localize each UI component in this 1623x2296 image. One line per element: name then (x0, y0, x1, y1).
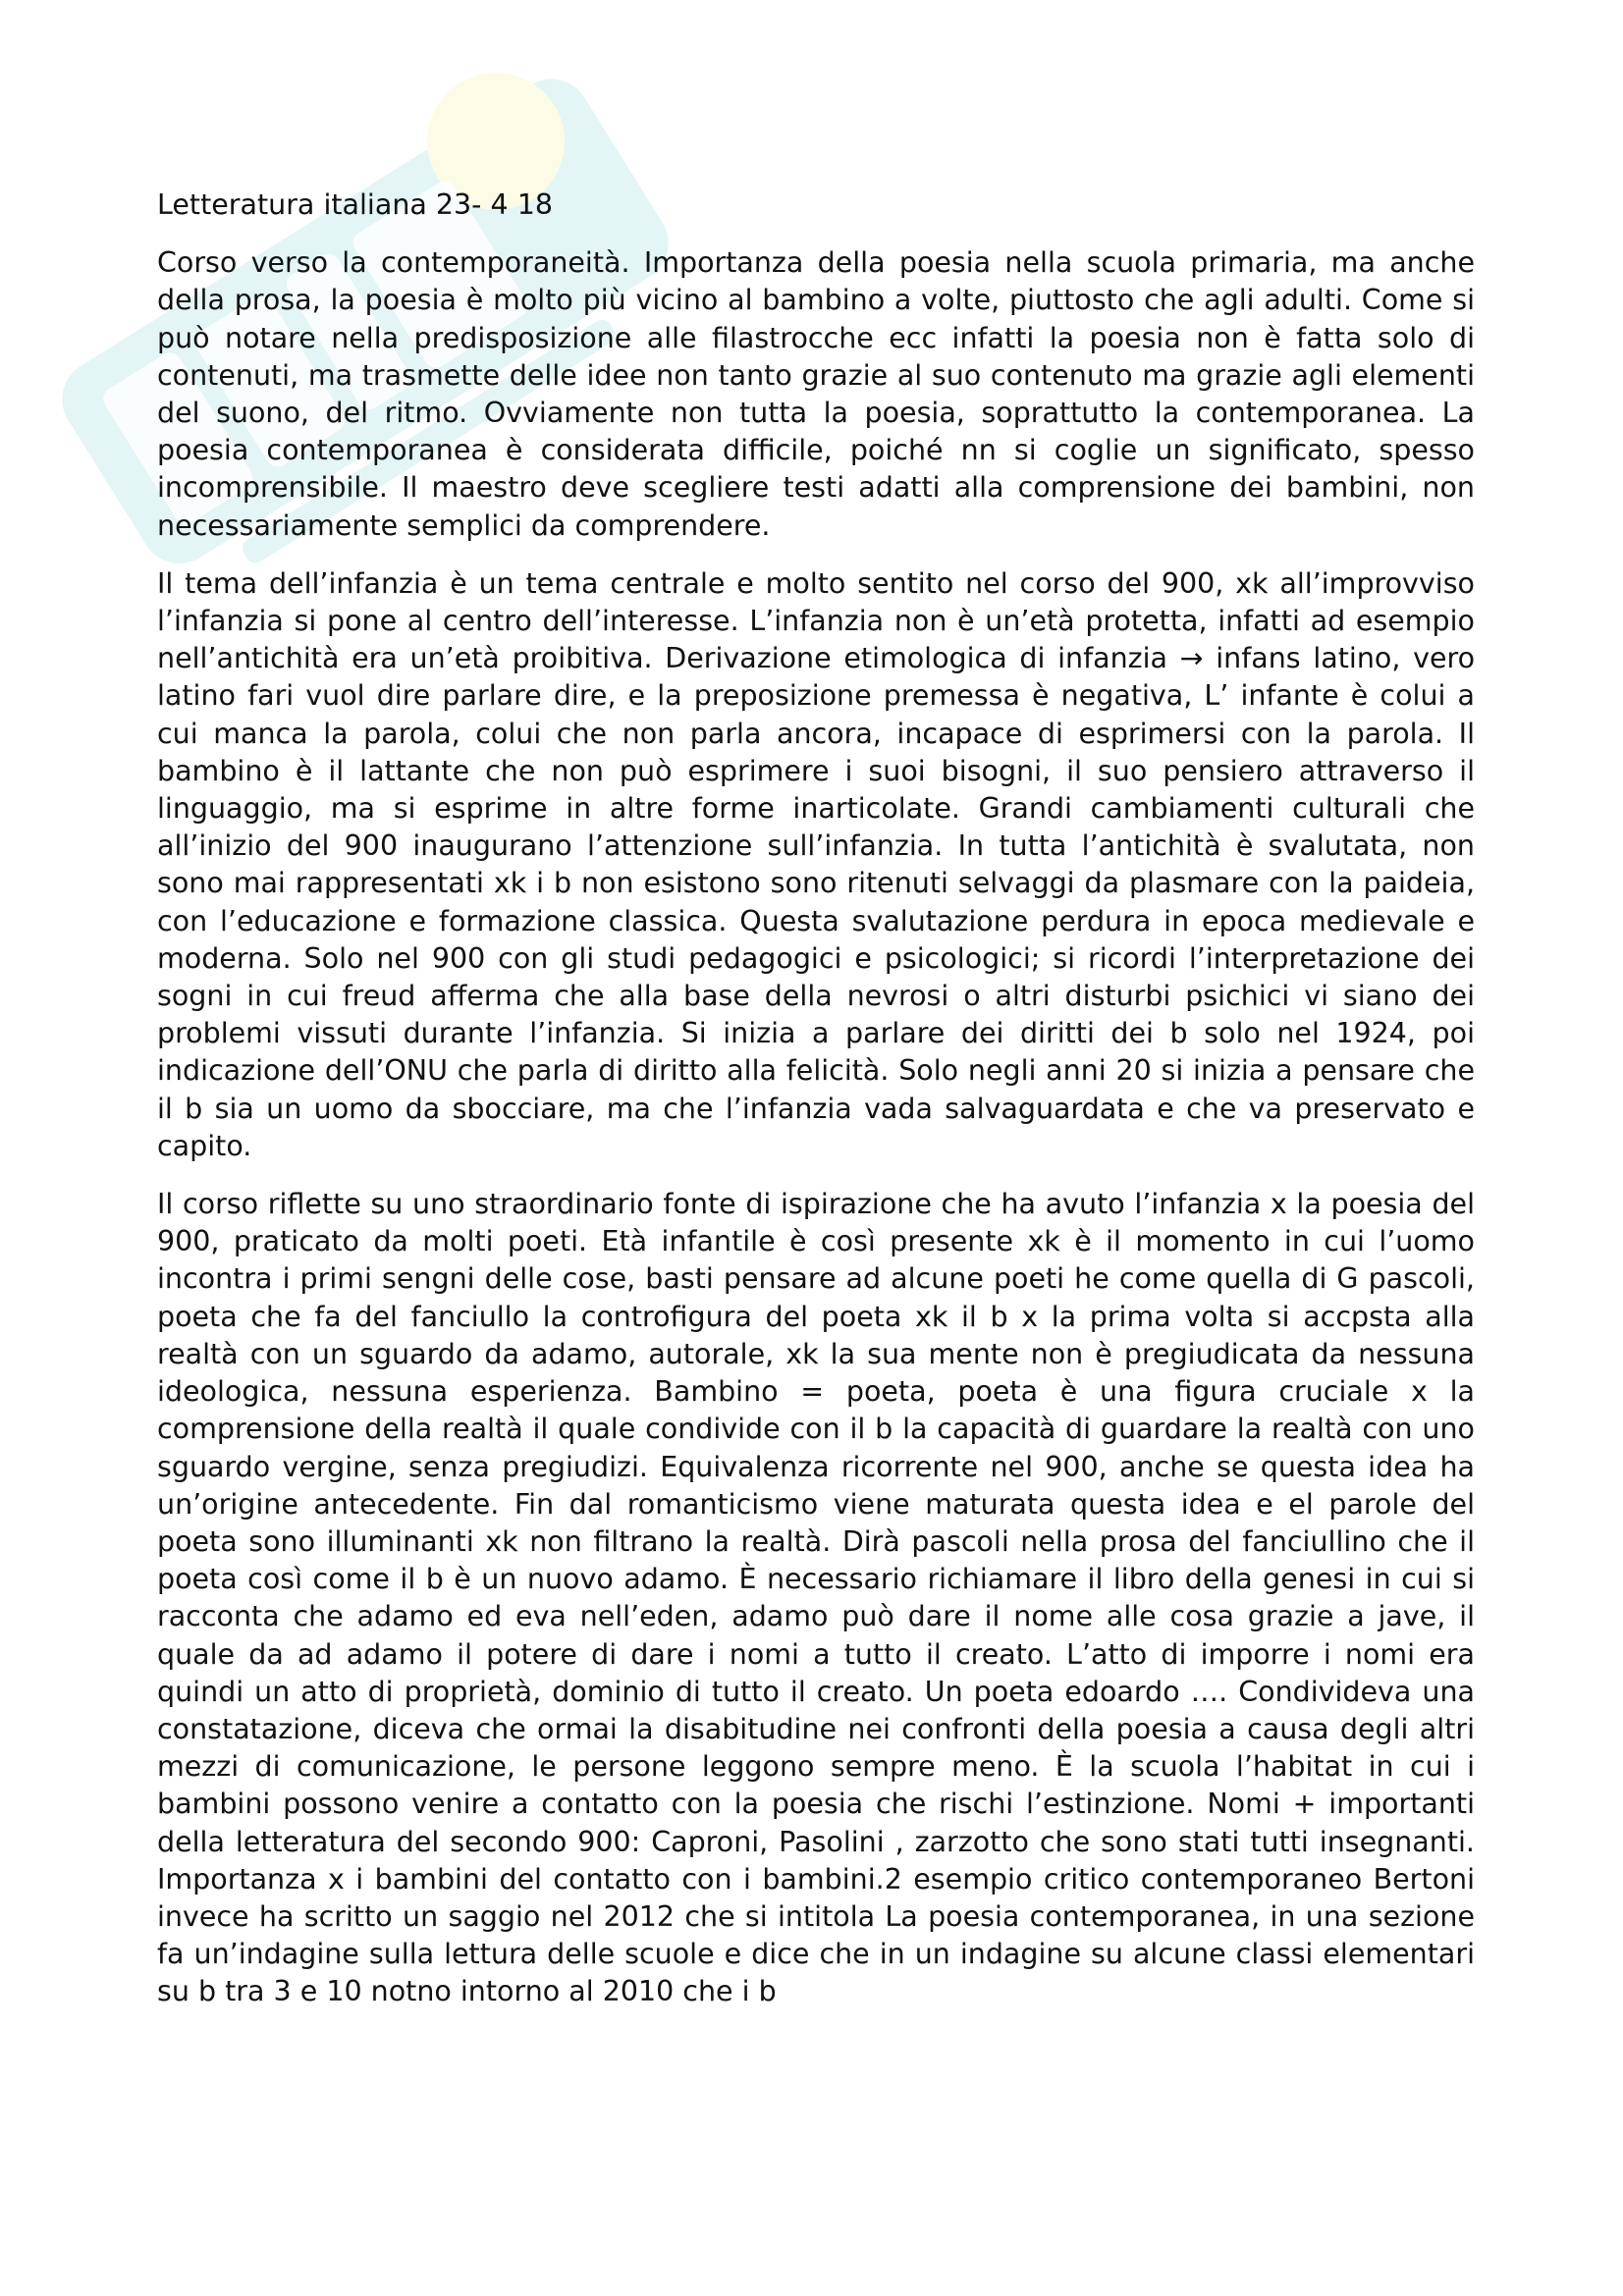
document-title: Letteratura italiana 23- 4 18 (157, 188, 553, 221)
paragraph: Il corso riflette su uno straordinario fonte di ispirazione che ha avuto l’infanzia x la poesia del 900, praticato da molti poeti. Età infantile è così presente xk è il momento in cui l’uomo incontra i primi sengni delle cose, basti pensare ad alcune poeti he come quella di G pascoli, poeta che fa del fanciullo la controfigura del poeta xk il b x la prima volta si accpsta alla realtà con un sguardo da adamo, autorale, xk la sua mente non è pregiudicata da nessuna ideologica, nessuna esperienza. Bambino = poeta, poeta è una figura cruciale x la comprensione della realtà il quale condivide con il b la capacità di guardare la realtà con uno sguardo vergine, senza pregiudizi. Equivalenza ricorrente nel 900, anche se questa idea ha un’origine antecedente. Fin dal romanticismo viene maturata questa idea e el parole del poeta sono illuminanti xk non filtrano la realtà. Dirà pascoli nella prosa del fanciullino che il poeta così come il b è un nuovo adamo. È necessario richiamare il libro della genesi in cui si racconta che adamo ed eva nell’eden, adamo può dare il nome alle cosa grazie a jave, il quale da ad adamo il potere di dare i nomi a tutto il creato. L’atto di imporre i nomi era quindi un atto di proprietà, dominio di tutto il creato. Un poeta edoardo …. Condivideva una constatazione, diceva che ormai la disabitudine nei confronti della poesia a causa degli altri mezzi di comunicazione, le persone leggono sempre meno. È la scuola l’habitat in cui i bambini possono venire a contatto con la poesia che rischi l’estinzione. Nomi + importanti della letteratura del secondo 900: Caproni, Pasolini , zarzotto che sono stati tutti insegnanti. Importanza x i bambini del contatto con i bambini.2 esempio critico contemporaneo Bertoni invece ha scritto un saggio nel 2012 che si intitola La poesia contemporanea, in una sezione fa un’indagine sulla lettura delle scuole e dice che in un indagine su alcune classi elementari su b tra 3 e 10 notno intorno al 2010 che i b (157, 1188, 1475, 2008)
paragraph: Corso verso la contemporaneità. Importanza della poesia nella scuola primaria, ma anche della prosa, la poesia è molto più vicino al bambino a volte, piuttosto che agli adulti. Come si può notare nella predisposizione alle filastrocche ecc infatti la poesia non è fatta solo di contenuti, ma trasmette delle idee non tanto grazie al suo contenuto ma grazie agli elementi del suono, del ritmo. Ovviamente non tutta la poesia, soprattutto la contemporanea. La poesia contemporanea è considerata difficile, poiché nn si coglie un significato, spesso incomprensibile. Il maestro deve scegliere testi adatti alla comprensione dei bambini, non necessariamente semplici da comprendere. (157, 246, 1475, 542)
paragraph: Il tema dell’infanzia è un tema centrale e molto sentito nel corso del 900, xk all’improvviso l’infanzia si pone al centro dell’interesse. L’infanzia non è un’età protetta, infatti ad esempio nell’antichità era un’età proibitiva. Derivazione etimologica di infanzia → infans latino, vero latino fari vuol dire parlare dire, e la preposizione premessa è negativa, L’ infante è colui a cui manca la parola, colui che non parla ancora, incapace di esprimersi con la parola. Il bambino è il lattante che non può esprimere i suoi bisogni, il suo pensiero attraverso il linguaggio, ma si esprime in altre forme inarticolate. Grandi cambiamenti culturali che all’inizio del 900 inaugurano l’attenzione sull’infanzia. In tutta l’antichità è svalutata, non sono mai rappresentati xk i b non esistono sono ritenuti selvaggi da plasmare con la paideia, con l’educazione e formazione classica. Questa svalutazione perdura in epoca medievale e moderna. Solo nel 900 con gli studi pedagogici e psicologici; si ricordi l’interpretazione dei sogni in cui freud afferma che alla base della nevrosi o altri disturbi psichici vi siano dei problemi vissuti durante l’infanzia. Si inizia a parlare dei diritti dei b solo nel 1924, poi indicazione dell’ONU che parla di diritto alla felicità. Solo negli anni 20 si inizia a pensare che il b sia un uomo da sbocciare, ma che l’infanzia vada salvaguardata e che va preservato e capito. (157, 566, 1475, 1162)
document-body (157, 187, 1475, 2032)
